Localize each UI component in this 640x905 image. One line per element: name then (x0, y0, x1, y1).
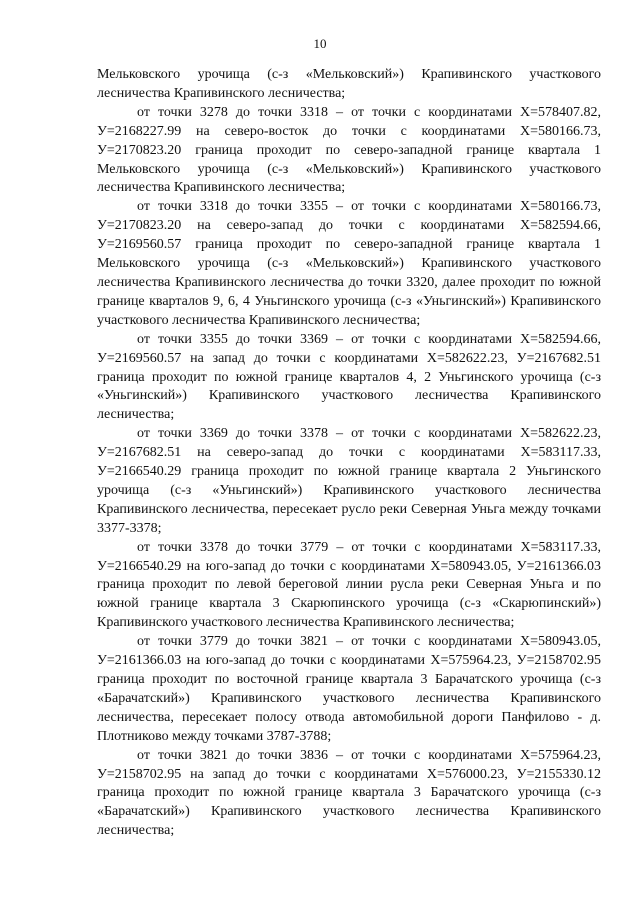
paragraph-4: от точки 3355 до точки 3369 – от точки с координатами X=582594.66, У=2169560.57 на запад до точки с координатами X=582622.23, У=2167682.51 граница проходит по южной границе кварталов 4, 2 Уньгинского урочища (с-з «Уньгинский») Крапивинского участкового лесничества Крапивинского лесничества; (97, 331, 601, 423)
page-number: 10 (313, 36, 327, 51)
paragraph-2: от точки 3278 до точки 3318 – от точки с координатами X=578407.82, У=2168227.99 на северо-восток до точки с координатами X=580166.73, У=2170823.20 граница проходит по северо-западной границе квартала 1 Мельковского урочища (с-з «Мельковский») Крапивинского участкового лесничества Крапивинского лесничества; (97, 104, 601, 196)
paragraph-8: от точки 3821 до точки 3836 – от точки с координатами X=575964.23, У=2158702.95 на запад до точки с координатами X=576000.23, У=2155330.12 граница проходит по южной границе квартала 3 Барачатского урочища (с-з «Барачатский») Крапивинского участкового лесничества Крапивинского лесничества; (97, 747, 601, 839)
paragraph-6: от точки 3378 до точки 3779 – от точки с координатами X=583117.33, У=2166540.29 на юго-запад до точки с координатами X=580943.05, У=2161366.03 граница проходит по левой береговой линии русла реки Северная Уньга и по южной границе квартала 3 Скарюпинского урочища (с-з «Скарюпинский») Крапивинского участкового лесничества Крапивинского лесничества; (97, 539, 601, 631)
paragraph-1: Мельковского урочища (с-з «Мельковский») Крапивинского участкового лесничества Крапивинского лесничества; (97, 67, 601, 101)
document-body (97, 66, 601, 841)
paragraph-7: от точки 3779 до точки 3821 – от точки с координатами X=580943.05, У=2161366.03 на юго-запад до точки с координатами X=575964.23, У=2158702.95 граница проходит по восточной границе квартала 3 Барачатского урочища (с-з «Барачатский») Крапивинского участкового лесничества Крапивинского лесничества, пересекает полосу отвода автомобильной дороги Панфилово - д. Плотниково между точками 3787-3788; (97, 634, 601, 744)
paragraph-3: от точки 3318 до точки 3355 – от точки с координатами X=580166.73, У=2170823.20 на северо-запад до точки с координатами X=582594.66, У=2169560.57 граница проходит по северо-западной границе квартала 1 Мельковского урочища (с-з «Мельковский») Крапивинского участкового лесничества Крапивинского лесничества до точки 3320, далее проходит по южной границе кварталов 9, 6, 4 Уньгинского урочища (с-з «Уньгинский») Крапивинского участкового лесничества Крапивинского лесничества; (97, 199, 601, 328)
paragraph-5: от точки 3369 до точки 3378 – от точки с координатами X=582622.23, У=2167682.51 на северо-запад до точки с координатами X=583117.33, У=2166540.29 граница проходит по южной границе квартала 2 Уньгинского урочища (с-з «Уньгинский») Крапивинского участкового лесничества Крапивинского лесничества, пересекает русло реки Северная Уньга между точками 3377-3378; (97, 426, 601, 536)
